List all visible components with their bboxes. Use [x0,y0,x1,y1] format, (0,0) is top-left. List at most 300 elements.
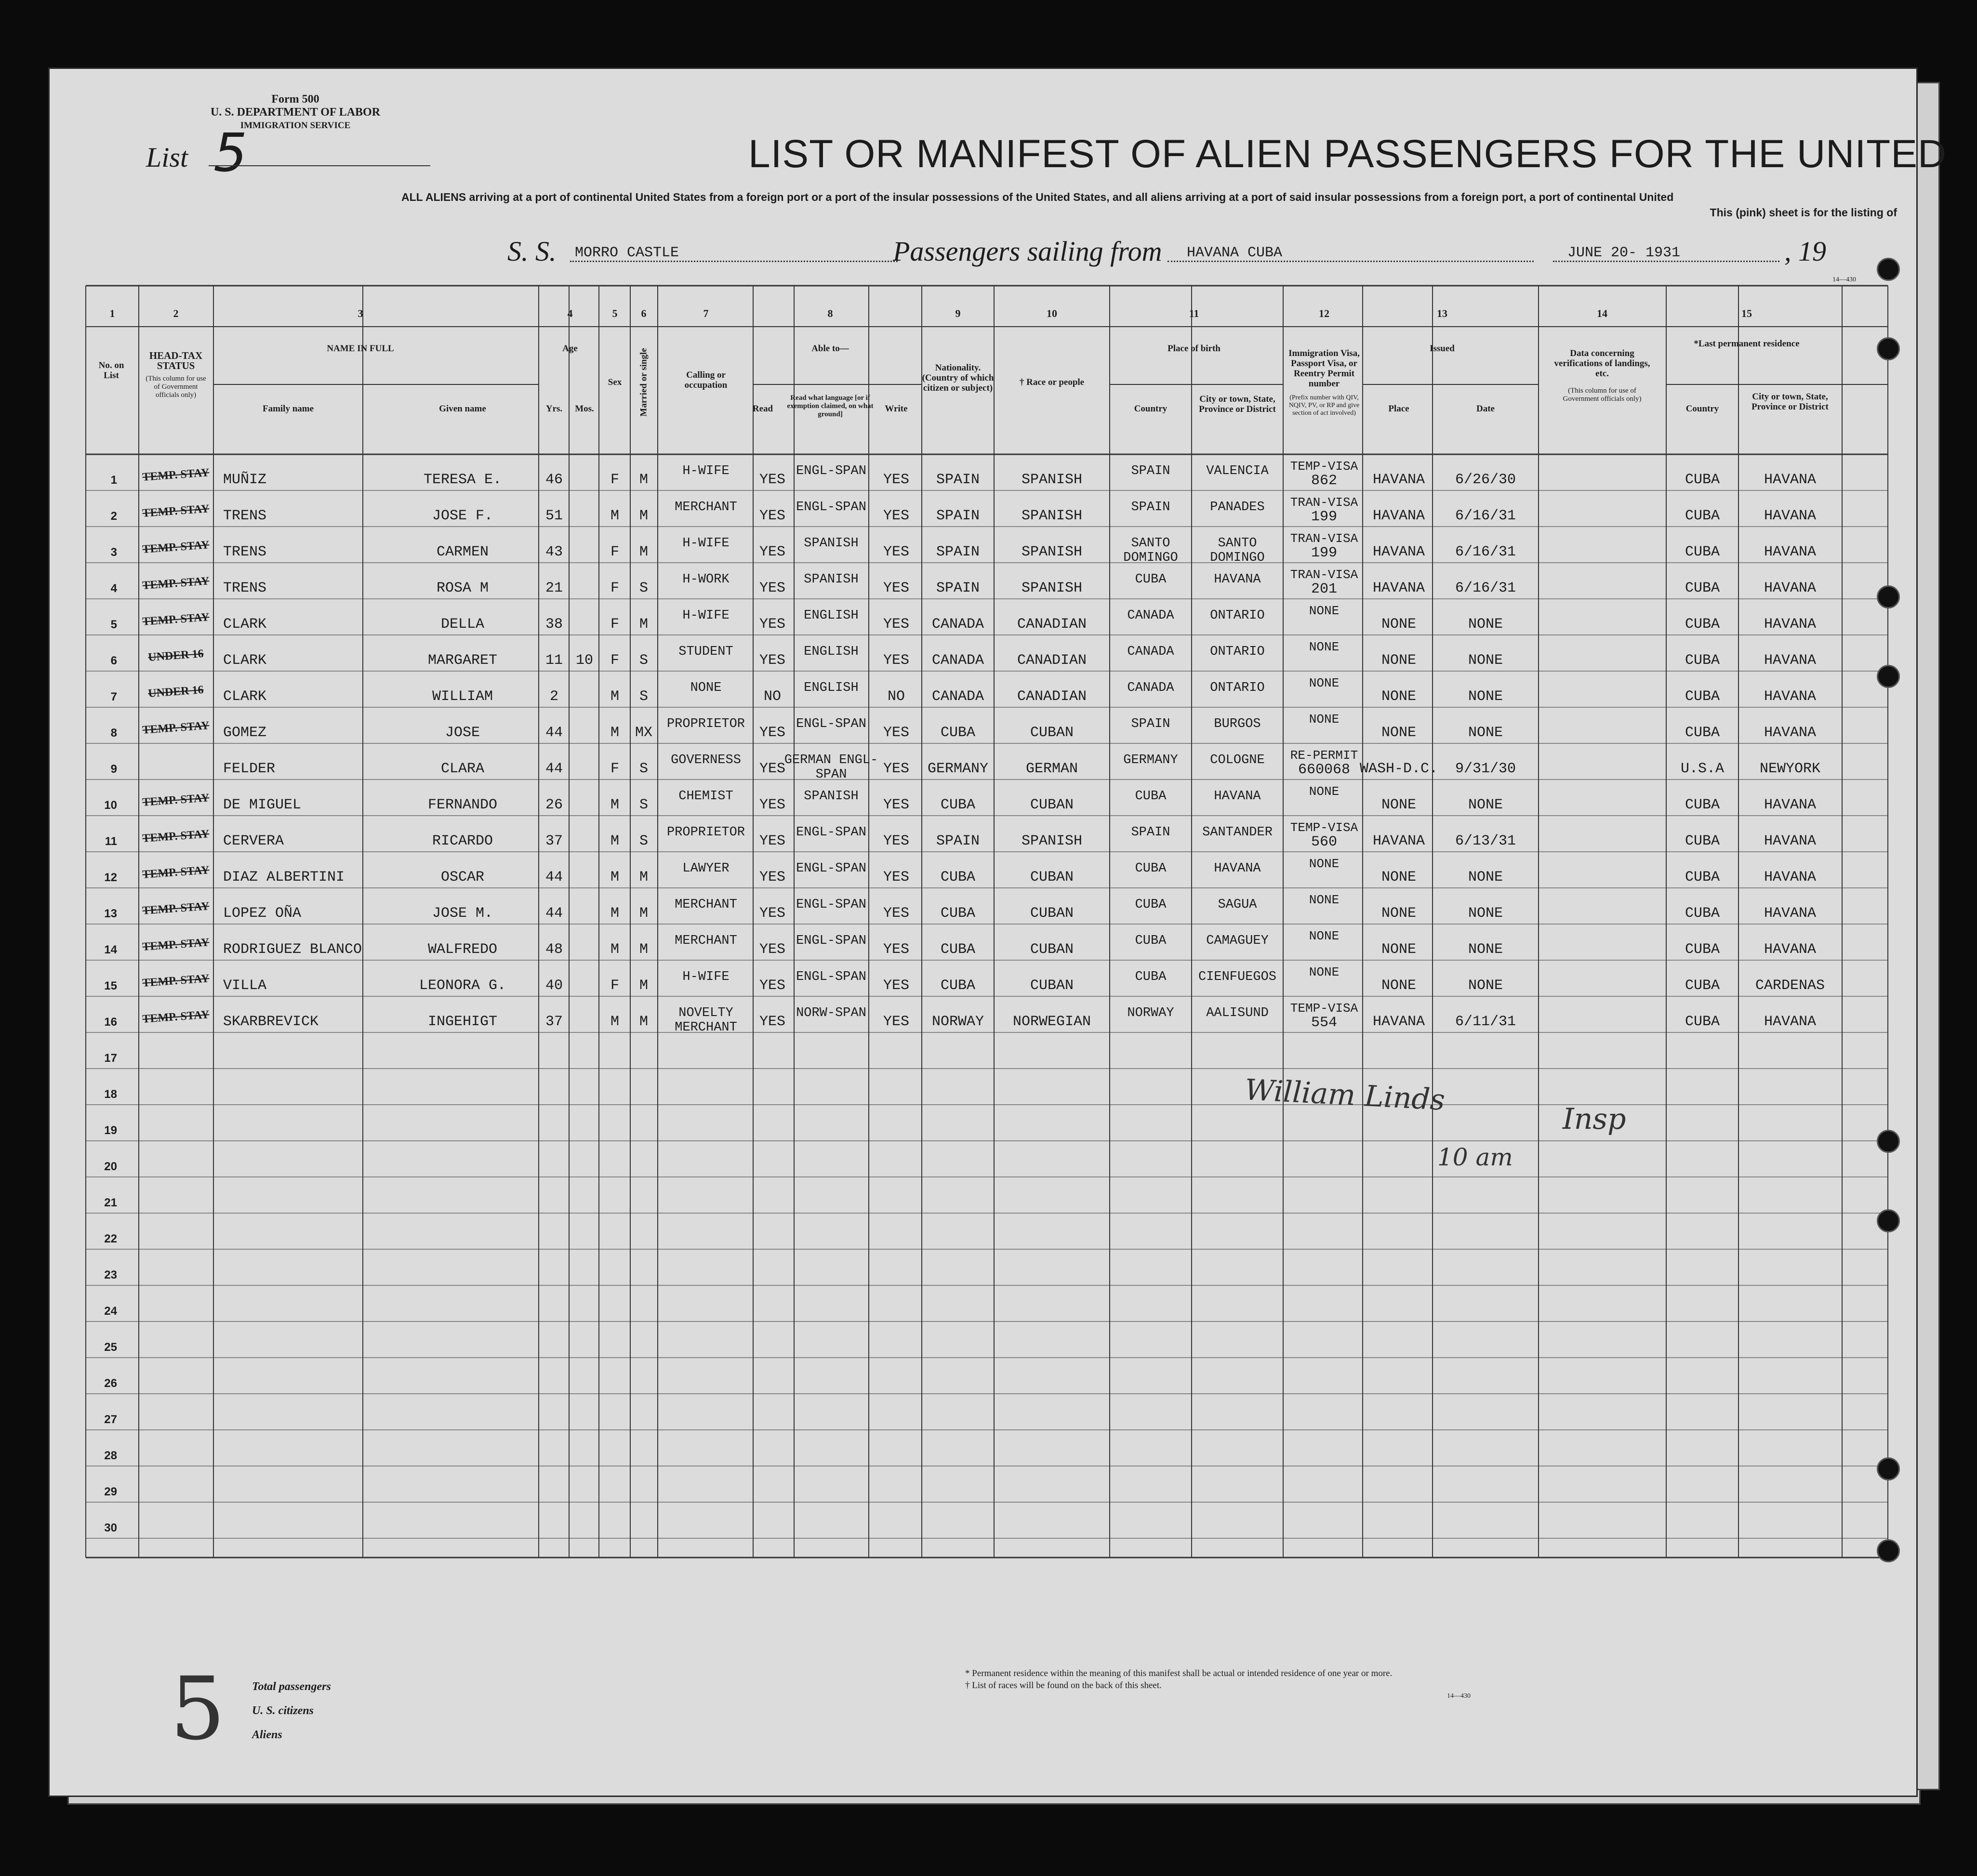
footer-aliens: Aliens [252,1729,282,1741]
hdr-nationality: Nationality. (Country of which citizen or subject) [922,363,994,393]
occupation: LAWYER [682,861,730,876]
issued-place: NONE [1381,941,1417,958]
read-language: ENGL-SPAN [796,500,866,515]
issued-place: HAVANA [1372,472,1425,488]
row-number: 9 [110,763,117,776]
empty-row-number: 23 [104,1268,117,1281]
nationality: CANADA [931,616,984,633]
marital-status: M [639,869,649,885]
can-read: YES [759,833,786,849]
visa-number: 554 [1311,1015,1338,1031]
race: CANADIAN [1017,652,1087,669]
time-mark: 10 am [1437,1143,1513,1171]
occupation: H-WIFE [682,970,730,984]
age-months: 10 [575,652,594,669]
age-years: 11 [545,652,563,669]
ss-label: S. S. [507,236,557,267]
head-tax-status: TEMP. STAY [142,611,210,628]
sex: M [610,1014,620,1030]
issued-place: NONE [1381,905,1417,922]
occupation: STUDENT [678,645,733,659]
sex: F [610,652,620,669]
empty-row-number: 17 [104,1052,117,1065]
manifest-grid [50,69,1916,1796]
hdr-visa: Immigration Visa, Passport Visa, or Reentry Permit number [1288,348,1360,389]
footer-citizens: U. S. citizens [252,1704,314,1717]
sex: F [610,978,620,994]
nationality: CANADA [931,688,984,705]
given-name: DELLA [440,616,485,633]
issued-date: 6/16/31 [1455,508,1516,524]
age-years: 44 [545,725,563,741]
can-read: YES [759,905,786,922]
issued-date: NONE [1468,652,1503,669]
given-name: LEONORA G. [419,978,506,994]
ship-name: MORRO CASTLE [575,245,679,261]
empty-row-number: 19 [104,1124,117,1137]
issued-place: NONE [1381,797,1417,813]
marital-status: S [639,652,649,669]
age-years: 38 [545,616,563,633]
row-number: 12 [104,871,117,884]
row-number: 13 [104,907,117,920]
occupation: NONE [690,681,722,695]
race: SPANISH [1021,544,1083,560]
row-number: 6 [110,654,117,667]
can-read: YES [759,1014,786,1030]
age-years: 37 [545,833,563,849]
can-write: YES [883,544,910,560]
empty-row-number: 26 [104,1377,117,1390]
nationality: CANADA [931,652,984,669]
hdr-visa-note: (Prefix number with QIV, NQIV, PV, or RP and give section of act involved) [1288,394,1360,417]
family-name: CLARK [223,688,267,705]
visa-type: TRAN-VISA [1290,495,1358,510]
row-number: 7 [110,690,117,703]
marital-status: S [639,761,649,777]
hdr-read: Read [752,404,773,414]
residence-country: CUBA [1685,797,1720,813]
age-years: 37 [545,1014,563,1030]
read-language: ENGL-SPAN [796,970,866,984]
binder-hole [1877,1209,1900,1232]
birth-country: CANADA [1127,608,1174,623]
row-number: 10 [104,799,117,812]
residence-city: HAVANA [1764,472,1817,488]
residence-country: CUBA [1685,905,1720,922]
hdr-calling: Calling or occupation [684,370,728,390]
hdr-birth-country: Country [1134,404,1168,414]
issued-date: NONE [1468,941,1503,958]
port-name: HAVANA CUBA [1187,245,1283,261]
nationality: CUBA [940,941,976,958]
hdr-res-city: City or town, State, Province or District [1751,392,1829,412]
row-number: 15 [104,979,117,992]
residence-city: HAVANA [1764,725,1817,741]
service: IMMIGRATION SERVICE [240,120,351,131]
issued-place: NONE [1381,688,1417,705]
column-number: 15 [1741,307,1752,319]
race: SPANISH [1021,472,1083,488]
birth-city: CIENFUEGOS [1198,970,1277,984]
race: CANADIAN [1017,688,1087,705]
family-name: TRENS [223,508,267,524]
can-write: YES [883,797,910,813]
race: CUBAN [1030,941,1074,958]
read-language: ENGL-SPAN [796,717,866,731]
can-write: YES [883,761,910,777]
empty-row-number: 27 [104,1413,117,1426]
can-read: YES [759,544,786,560]
visa-number: 862 [1311,473,1338,489]
residence-country: CUBA [1685,688,1720,705]
residence-city: NEWYORK [1759,761,1821,777]
hdr-issued-place: Place [1388,404,1409,414]
footer-total: Total passengers [252,1680,331,1693]
read-language: NORW-SPAN [796,1006,866,1020]
issued-date: NONE [1468,797,1503,813]
sex: M [610,725,620,741]
hdr-given-name: Given name [439,404,486,414]
given-name: RICARDO [432,833,493,849]
visa-type: NONE [1309,893,1340,907]
birth-city: SANTANDER [1202,825,1273,840]
sex: M [610,905,620,922]
form-code: 14—430 [1832,276,1856,283]
empty-row-number: 24 [104,1305,117,1318]
head-tax-status: TEMP. STAY [142,539,210,556]
birth-country: SPAIN [1131,825,1170,840]
nationality: NORWAY [931,1014,984,1030]
occupation: PROPRIETOR [666,825,745,840]
race: SPANISH [1021,508,1083,524]
race: GERMAN [1025,761,1078,777]
nationality: SPAIN [936,508,980,524]
read-language: ENGL-SPAN [796,861,866,876]
can-read: YES [759,472,786,488]
can-read: NO [763,688,782,705]
read-language: ENGL-SPAN [796,825,866,840]
read-language: SPANISH [804,572,859,587]
issued-date: NONE [1468,616,1503,633]
row-number: 1 [110,474,117,487]
race: CUBAN [1030,869,1074,885]
birth-city: COLOGNE [1210,753,1265,767]
issued-date: NONE [1468,869,1503,885]
sailing-date: JUNE 20- 1931 [1567,245,1681,261]
family-name: SKARBREVICK [223,1014,319,1030]
given-name: WILLIAM [432,688,493,705]
row-number: 4 [110,582,117,595]
issued-date: 6/11/31 [1455,1014,1516,1030]
marital-status: M [639,905,649,922]
footnote-residence: * Permanent residence within the meaning of this manifest shall be actual or intended residence of one year or more. [965,1668,1393,1678]
marital-status: MX [635,725,653,741]
can-write: YES [883,941,910,958]
residence-city: HAVANA [1764,797,1817,813]
empty-row-number: 22 [104,1232,117,1245]
issued-date: 6/16/31 [1455,544,1516,560]
family-name: DIAZ ALBERTINI [223,869,345,885]
residence-city: HAVANA [1764,833,1817,849]
residence-city: HAVANA [1764,941,1817,958]
visa-type: NONE [1309,929,1340,943]
residence-country: CUBA [1685,941,1720,958]
sailing-label: Passengers sailing from [893,236,1162,267]
column-number: 6 [641,307,647,319]
intro-text: ALL ALIENS arriving at a port of continental United States from a foreign port or a port of the insular possessions of the United States, and all aliens arriving at a port of said insular possessions from a foreign port, a port of continental United [401,191,1674,203]
column-number: 14 [1597,307,1607,319]
residence-country: CUBA [1685,616,1720,633]
given-name: JOSE [445,725,480,741]
nationality: GERMANY [927,761,989,777]
hdr-sex: Sex [608,377,622,387]
birth-city: HAVANA [1214,572,1261,587]
occupation: CHEMIST [678,789,733,804]
head-tax-status: UNDER 16 [147,647,204,664]
occupation: H-WIFE [682,608,730,623]
binder-hole [1877,665,1900,688]
can-write: YES [883,725,910,741]
nationality: SPAIN [936,833,980,849]
head-tax-status: TEMP. STAY [142,502,210,520]
marital-status: M [639,508,649,524]
race: SPANISH [1021,833,1083,849]
row-number: 14 [104,943,117,956]
can-write: YES [883,1014,910,1030]
residence-country: CUBA [1685,580,1720,596]
birth-city: HAVANA [1214,861,1261,876]
family-name: GOMEZ [223,725,267,741]
visa-type: TEMP-VISA [1290,820,1358,835]
hdr-issued: Issued [1430,343,1455,354]
can-read: YES [759,652,786,669]
column-number: 8 [827,307,833,319]
birth-city: BURGOS [1214,717,1261,731]
can-write: YES [883,472,910,488]
column-number: 4 [567,307,573,319]
hdr-write: Write [885,404,908,414]
residence-country: U.S.A [1680,761,1725,777]
hdr-name-in-full: NAME IN FULL [327,343,394,354]
page-title: LIST OR MANIFEST OF ALIEN PASSENGERS FOR THE UNITED [748,132,1947,176]
age-years: 21 [545,580,563,596]
hdr-read-language: Read what language [or if exemption claimed, on what ground] [787,394,874,418]
read-language: ENGL-SPAN [796,464,866,478]
marital-status: M [639,941,649,958]
column-number: 2 [173,307,179,319]
column-number: 11 [1189,307,1199,319]
family-name: CLARK [223,652,267,669]
hdr-issued-date: Date [1476,404,1495,414]
can-read: YES [759,797,786,813]
binder-hole [1877,258,1900,281]
column-number: 1 [109,307,115,319]
can-write: YES [883,580,910,596]
visa-type: NONE [1309,857,1340,871]
empty-row-number: 29 [104,1485,117,1498]
issued-date: NONE [1468,978,1503,994]
empty-row-number: 21 [104,1196,117,1209]
inspector-signature: William Linds [1244,1073,1446,1117]
footer-code: 14—430 [1447,1692,1471,1700]
birth-city: ONTARIO [1210,645,1265,659]
issued-place: HAVANA [1372,544,1425,560]
age-years: 44 [545,761,563,777]
visa-number: 199 [1311,545,1338,561]
head-tax-status: TEMP. STAY [142,792,210,809]
head-tax-status: TEMP. STAY [142,972,210,990]
family-name: RODRIGUEZ BLANCO [223,941,362,958]
race: CUBAN [1030,797,1074,813]
year-label: , 19 [1784,236,1826,267]
residence-country: CUBA [1685,652,1720,669]
occupation: MERCHANT [675,898,737,912]
hdr-landings: Data concerning verifications of landings, etc. [1554,348,1650,379]
can-read: YES [759,580,786,596]
occupation: H-WORK [682,572,730,587]
visa-type: TRAN-VISA [1290,568,1358,582]
read-language: ENGLISH [804,681,859,695]
can-read: YES [759,616,786,633]
column-number: 7 [703,307,709,319]
residence-city: HAVANA [1764,869,1817,885]
residence-country: CUBA [1685,508,1720,524]
head-tax-status: TEMP. STAY [142,864,210,881]
given-name: JOSE M. [432,905,493,922]
nationality: CUBA [940,905,976,922]
visa-type: NONE [1309,604,1340,618]
nationality: CUBA [940,869,976,885]
issued-date: NONE [1468,905,1503,922]
occupation: GOVERNESS [671,753,741,767]
visa-type: TRAN-VISA [1290,531,1358,546]
residence-city: HAVANA [1764,652,1817,669]
birth-country: CUBA [1135,970,1167,984]
head-tax-status: TEMP. STAY [142,936,210,953]
row-number: 3 [110,546,117,559]
nationality: CUBA [940,725,976,741]
given-name: CARMEN [436,544,489,560]
read-language: SPANISH [804,536,859,551]
given-name: JOSE F. [432,508,493,524]
hdr-family-name: Family name [262,404,314,414]
residence-city: HAVANA [1764,1014,1817,1030]
family-name: DE MIGUEL [223,797,302,813]
race: CANADIAN [1017,616,1087,633]
row-number: 11 [105,835,117,848]
visa-type: NONE [1309,640,1340,654]
sex: F [610,472,620,488]
head-tax-status: TEMP. STAY [142,1008,210,1026]
family-name: MUÑIZ [223,472,267,488]
manifest-sheet [48,67,1947,1797]
issued-place: HAVANA [1372,580,1425,596]
birth-country: SPAIN [1131,717,1170,731]
residence-city: HAVANA [1764,544,1817,560]
sex: M [610,941,620,958]
birth-city: SAGUA [1218,898,1257,912]
intro-text-2: This (pink) sheet is for the listing of [1710,206,1897,219]
sex: M [610,797,620,813]
sex: M [610,833,620,849]
given-name: OSCAR [440,869,485,885]
age-years: 40 [545,978,563,994]
empty-row-number: 30 [104,1521,117,1534]
column-number: 12 [1319,307,1329,319]
age-years: 2 [549,688,559,705]
residence-country: CUBA [1685,472,1720,488]
hdr-age: Age [562,343,578,354]
list-number: 5 [213,122,247,184]
read-language: ENGL-SPAN [796,934,866,948]
birth-city: VALENCIA [1206,464,1269,478]
birth-country: CUBA [1135,898,1167,912]
occupation: H-WIFE [682,464,730,478]
age-years: 43 [545,544,563,560]
issued-place: NONE [1381,652,1417,669]
head-tax-status: TEMP. STAY [142,828,210,845]
marital-status: M [639,544,649,560]
birth-country: SPAIN [1131,464,1170,478]
age-years: 44 [545,905,563,922]
issued-place: HAVANA [1372,1014,1425,1030]
can-write: YES [883,508,910,524]
race: CUBAN [1030,725,1074,741]
marital-status: M [639,1014,649,1030]
issued-place: NONE [1381,616,1417,633]
marital-status: M [639,472,649,488]
column-number: 10 [1047,307,1057,319]
residence-country: CUBA [1685,1014,1720,1030]
birth-country: CANADA [1127,645,1174,659]
residence-city: HAVANA [1764,688,1817,705]
residence-city: HAVANA [1764,580,1817,596]
hdr-race: † Race or people [1019,377,1085,387]
issued-place: NONE [1381,725,1417,741]
residence-country: CUBA [1685,869,1720,885]
residence-country: CUBA [1685,544,1720,560]
empty-row-number: 20 [104,1160,117,1173]
birth-country: SPAIN [1131,500,1170,515]
nationality: CUBA [940,797,976,813]
occupation: MERCHANT [675,934,737,948]
binder-hole [1877,337,1900,360]
issued-date: NONE [1468,725,1503,741]
can-read: YES [759,761,786,777]
residence-country: CUBA [1685,833,1720,849]
occupation: PROPRIETOR [666,717,745,731]
visa-number: 560 [1311,834,1338,850]
row-number: 2 [110,510,117,523]
can-write: YES [883,652,910,669]
birth-city: ONTARIO [1210,608,1265,623]
binder-hole [1877,1457,1900,1480]
given-name: ROSA M [436,580,489,596]
issued-place: NONE [1381,978,1417,994]
head-tax-status: UNDER 16 [147,684,204,700]
read-language: ENGL-SPAN [796,898,866,912]
can-write: YES [883,833,910,849]
family-name: CLARK [223,616,267,633]
marital-status: S [639,688,649,705]
visa-type: RE-PERMIT [1290,748,1358,763]
hdr-place-of-birth: Place of birth [1168,343,1221,354]
residence-city: HAVANA [1764,508,1817,524]
binder-hole [1877,585,1900,608]
visa-type: NONE [1309,965,1340,979]
hdr-res-country: Country [1685,404,1719,414]
